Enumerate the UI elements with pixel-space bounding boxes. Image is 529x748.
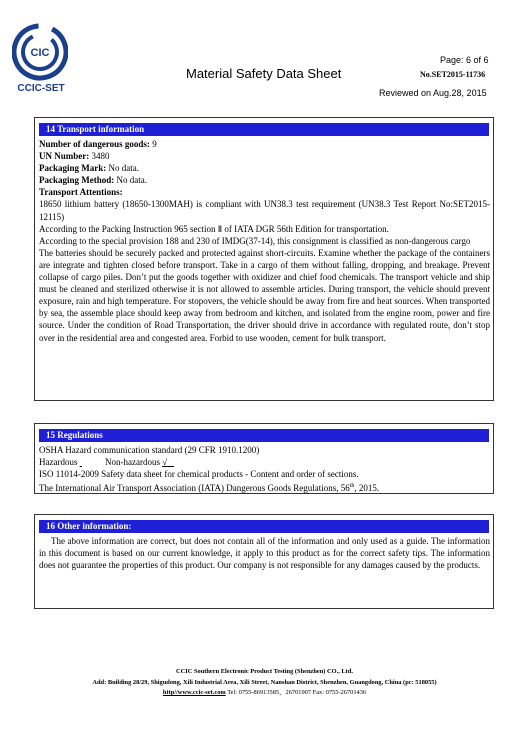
contact-line: [0, 688, 529, 699]
iata-paragraph: According to the Packing Instruction 965 section Ⅱ of IATA DGR 56th Edition for transportation.: [39, 223, 389, 234]
disclaimer-paragraph: The above information are correct, but does not contain all of the information and only used as a guide. The information in this document is based on our current knowledge, it apply to this product as for the correct safety tips. The information does not guarantee the properties of this product. Our company is not responsible for any damages caused by the products.: [39, 536, 490, 571]
transport-attentions-label: Transport Attentions:: [39, 187, 123, 198]
page-number: Page: 6 of 6: [440, 55, 489, 65]
un38-paragraph: 18650 lithium battery (18650-1300MAH) is compliant with UN38.3 test requirement (UN38.3 Test Report No:SET2015-12115): [39, 199, 490, 222]
section-regulations: [34, 423, 494, 494]
field-label: Packaging Mark:: [39, 163, 107, 174]
field-value: 9: [149, 139, 157, 149]
hazard-classification-line: [39, 456, 490, 468]
section-heading: 14 Transport information: [39, 123, 489, 136]
hazardous-blank: [80, 456, 94, 468]
section-transport: [34, 117, 494, 401]
field-value: No data.: [114, 175, 147, 186]
field-value: No data.: [106, 163, 139, 174]
iata-text: The International Air Transport Association (IATA) Dangerous Goods Regulations, 56: [39, 483, 350, 494]
packaging-method-line: [39, 174, 490, 186]
section-heading: 16 Other information:: [39, 520, 489, 533]
iata-regulations-line: [39, 480, 490, 494]
field-label: UN Number:: [39, 151, 90, 162]
document-number: No.SET2015-11736: [420, 70, 486, 79]
osha-line: OSHA Hazard communication standard (29 CFR 1910.1200): [39, 445, 260, 455]
hazardous-label: Hazardous: [39, 457, 78, 468]
field-value: 3480: [89, 151, 110, 162]
check-mark: √: [162, 457, 168, 468]
review-date: Reviewed on Aug.28, 2015: [379, 88, 487, 98]
dangerous-goods-line: [39, 138, 490, 150]
phone-fax: Tel: 0755-86913585，26701907 Fax: 0755-26701436: [225, 689, 367, 696]
section-body: [35, 444, 493, 494]
un-number-line: [39, 150, 490, 162]
document-title: Material Safety Data Sheet: [186, 66, 342, 81]
iso-line: ISO 11014-2009 Safety data sheet for chemical products - Content and order of sections.: [39, 469, 359, 480]
logo-letters: CIC: [30, 47, 50, 59]
iata-year: , 2015.: [354, 483, 380, 494]
non-hazardous-check: [162, 457, 174, 467]
non-hazardous-label: Non-hazardous: [104, 457, 160, 468]
field-label: Number of dangerous goods:: [39, 139, 150, 149]
handling-paragraph: The batteries should be securely packed and protected against short-circuits. Examine whether the package of the containers are integrate and tighten closed before transport. Take in a cargo of them without falling, dropping, and breakage. Prevent collapse of cargo piles. Don’t put the goods together with oxidizer and chief food chemicals. The transport vehicle and ship must be cleaned and sterilized otherwise it is not allowed to assemble articles. During transport, the vehicle should prevent exposure, rain and high temperature. For stopovers, the vehicle should be away from fire and heat sources. When transported by sea, the assemble place should keep away from bedroom and kitchen, and isolated from the engine room, power and fire source. Under the condition of Road Transportation, the driver should drive in accordance with regulated route, don’t stop over in the residential area and congested area. Forbid to use wooden, cement for bulk transport.: [39, 247, 490, 343]
company-address: Add: Building 28/29, Shigudong, Xili Industrial Area, Xili Street, Nanshan District, Shenzhen, Guangdong, China (pc: 518055): [92, 678, 437, 686]
imdg-paragraph: According to the special provision 188 and 230 of IMDG(37-14), this consignment is classified as non-dangerous cargo: [39, 235, 471, 246]
section-other-information: [34, 514, 494, 609]
company-name: CCIC Southern Electronic Product Testing (Shenzhen) CO., Ltd.: [176, 668, 353, 675]
section-body: [35, 535, 493, 571]
packaging-mark-line: [39, 162, 490, 174]
section-body: [35, 138, 493, 344]
footer: [0, 667, 529, 699]
edition-suffix: th: [349, 483, 355, 490]
section-heading: 15 Regulations: [39, 429, 489, 442]
logo-text: CCIC-SET: [17, 83, 65, 94]
website-link[interactable]: http//www.ccic-set.com: [162, 689, 226, 696]
field-label: Packaging Method:: [39, 175, 115, 186]
